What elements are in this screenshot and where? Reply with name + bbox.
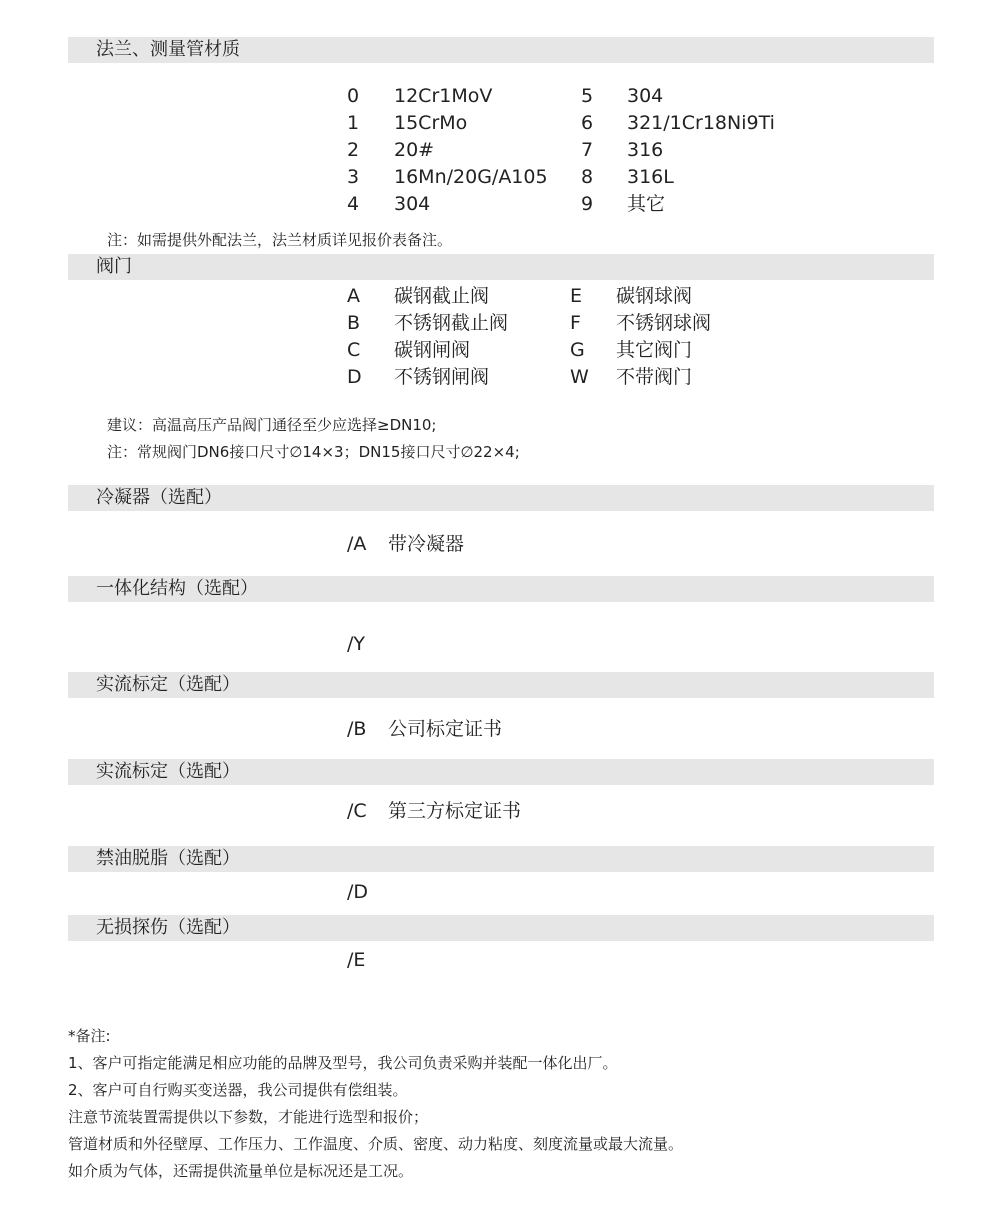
option-code: /B [347,718,367,740]
option-label: 其它 [627,193,666,215]
section-title: 一体化结构（选配） [96,578,258,599]
section-header-calibration-third-party [68,759,934,785]
option-code: 9 [581,193,594,215]
flange-note: 注：如需提供外配法兰，法兰材质详见报价表备注。 [107,231,453,249]
option-code: 3 [347,166,360,188]
option-label: 第三方标定证书 [388,800,522,822]
option-code: 6 [581,112,594,134]
option-label: 20# [394,139,435,161]
option-label: 316L [627,166,674,188]
section-title: 实流标定（选配） [96,761,240,782]
option-code: D [347,366,362,388]
option-label: 12Cr1MoV [394,85,493,107]
option-code: 2 [347,139,360,161]
option-code: F [570,312,581,334]
valve-note: 注：常规阀门DN6接口尺寸∅14×3；DN15接口尺寸∅22×4; [107,443,520,461]
option-code: B [347,312,361,334]
option-label: 碳钢闸阀 [394,339,471,361]
remark-line: 注意节流装置需提供以下参数，才能进行选型和报价； [68,1108,429,1126]
section-title: 无损探伤（选配） [96,917,240,938]
option-code: 7 [581,139,594,161]
section-header-integrated [68,576,934,602]
remark-line: 管道材质和外径壁厚、工作压力、工作温度、介质、密度、动力粘度、刻度流量或最大流量。 [68,1135,684,1153]
option-code: 1 [347,112,360,134]
option-code: 5 [581,85,594,107]
option-label: 碳钢球阀 [616,285,693,307]
remark-line: 2、客户可自行购买变送器，我公司提供有偿组装。 [68,1081,408,1099]
section-header-degreasing [68,846,934,872]
option-label: 304 [627,85,664,107]
option-code: E [570,285,583,307]
section-title: 禁油脱脂（选配） [96,848,240,869]
section-title: 法兰、测量管材质 [96,39,240,60]
option-label: 16Mn/20G/A105 [394,166,548,188]
remarks-heading: *备注: [68,1027,111,1045]
option-label: 316 [627,139,664,161]
option-code: /C [347,800,367,822]
option-code: /D [347,881,369,903]
option-label: 不带阀门 [616,366,693,388]
option-code: /A [347,533,367,555]
option-code: 8 [581,166,594,188]
option-label: 15CrMo [394,112,468,134]
section-header-calibration [68,672,934,698]
section-title: 冷凝器（选配） [96,487,222,508]
option-code: G [570,339,585,361]
option-label: 不锈钢闸阀 [394,366,490,388]
option-label: 304 [394,193,431,215]
remark-line: 如介质为气体，还需提供流量单位是标况还是工况。 [68,1162,414,1180]
option-code: /E [347,949,366,971]
section-title: 实流标定（选配） [96,674,240,695]
option-code: 4 [347,193,360,215]
option-label: 不锈钢球阀 [616,312,712,334]
valve-recommendation: 建议：高温高压产品阀门通径至少应选择≥DN10; [107,416,437,434]
section-title: 阀门 [96,256,132,277]
remark-line: 1、客户可指定能满足相应功能的品牌及型号，我公司负责采购并装配一体化出厂。 [68,1054,618,1072]
section-header-flange-material [68,37,934,63]
option-label: 321/1Cr18Ni9Ti [627,112,775,134]
section-header-condenser [68,485,934,511]
option-code: A [347,285,360,307]
option-label: 公司标定证书 [388,718,503,740]
option-code: W [570,366,589,388]
option-label: 带冷凝器 [388,533,465,555]
section-header-valve [68,254,934,280]
section-header-ndt [68,915,934,941]
option-code: 0 [347,85,360,107]
option-label: 碳钢截止阀 [394,285,490,307]
option-code: /Y [347,633,366,655]
option-label: 不锈钢截止阀 [394,312,509,334]
option-code: C [347,339,361,361]
option-label: 其它阀门 [616,339,693,361]
